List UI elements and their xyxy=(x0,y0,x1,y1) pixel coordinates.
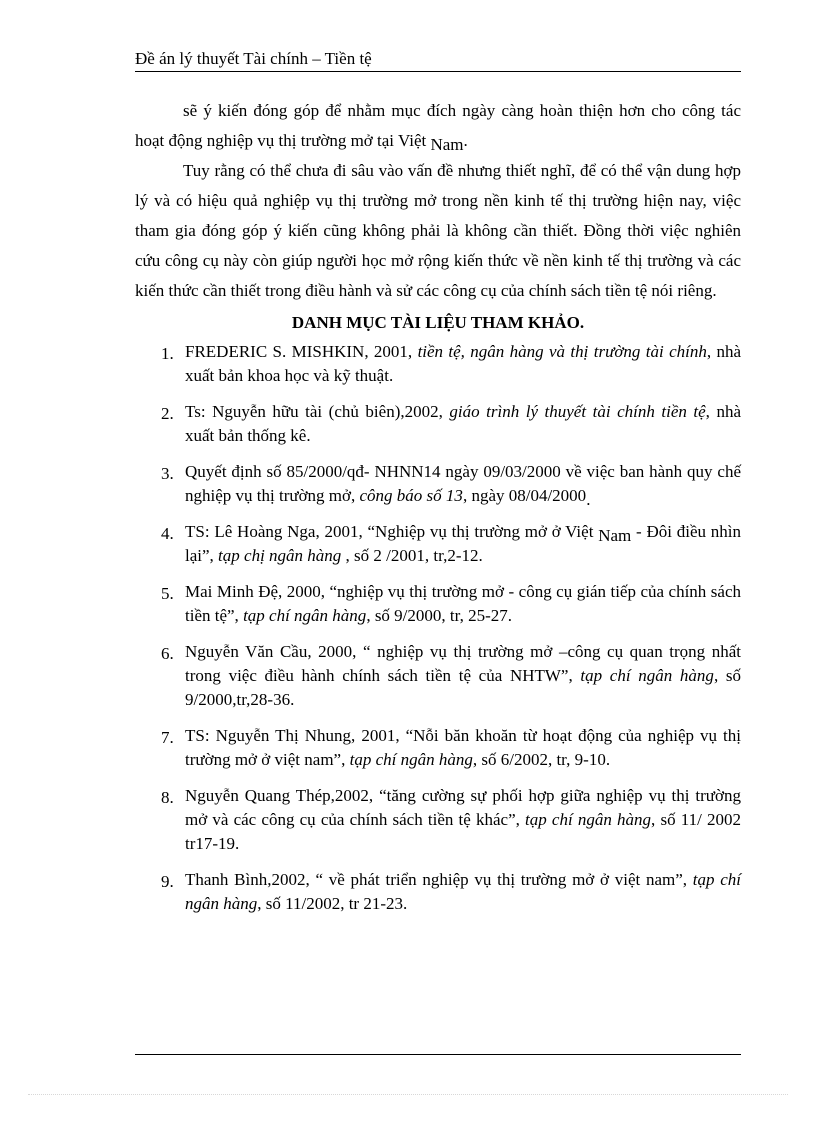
paragraph-1 xyxy=(135,96,741,156)
reference-publisher: , số 11/ 2002 tr17-19. xyxy=(185,810,741,853)
references-heading: DANH MỤC TÀI LIỆU THAM KHẢO. xyxy=(291,313,585,332)
page-header: Đề án lý thuyết Tài chính – Tiền tệ xyxy=(135,49,372,68)
page-bottom-dotted-line xyxy=(28,1094,788,1095)
reference-text: Thanh Bình,2002, “ về phát triển nghiệp vụ thị trường mở ở việt nam”, xyxy=(185,870,693,889)
paragraph-1-end: . xyxy=(463,131,468,150)
reference-publisher: , số 6/2002, tr, 9-10. xyxy=(472,750,611,769)
reference-publisher: , số 11/2002, tr 21-23. xyxy=(257,894,408,913)
reference-number: 9. xyxy=(161,872,174,891)
paragraph-1-nam: Nam xyxy=(430,135,464,154)
reference-title: tạp chị ngân hàng xyxy=(218,546,342,565)
reference-title: tiền tệ, ngân hàng và thị trường tài chính xyxy=(417,342,707,361)
reference-text: TS: Lê Hoàng Nga, 2001, “Nghiệp vụ thị trường mở ở Việt xyxy=(185,522,599,541)
footer-rule xyxy=(135,1054,741,1055)
reference-title: tạp chí ngân hàng xyxy=(349,750,473,769)
paragraph-2: Tuy rằng có thể chưa đi sâu vào vấn đề nhưng thiết nghĩ, để có thể vận dung hợp lý và có hiệu quả nghiệp vụ thị trường mở trong nền kinh tế thị trường hiện nay, việc tham gia đóng góp ý kiến cũng không phải là không cần thiết. Đồng thời việc nghiên cứu công cụ này còn giúp người học mở rộng kiến thức về nền kinh tế thị trường và các kiến thức cần thiết trong điều hành và sử các công cụ của chính sách tiền tệ nói riêng. xyxy=(135,161,741,300)
reference-number: 1. xyxy=(161,344,174,363)
reference-item xyxy=(135,640,741,712)
reference-text: Ts: Nguyễn hữu tài (chủ biên),2002, xyxy=(185,402,450,421)
reference-publisher: , số 9/2000,tr,28-36. xyxy=(185,666,741,709)
reference-item xyxy=(135,580,741,628)
reference-number: 2. xyxy=(161,404,174,423)
reference-number: 8. xyxy=(161,788,174,807)
reference-text: Mai Minh Đệ, 2000, “nghiệp vụ thị trường mở - công cụ gián tiếp của chính sách tiền tệ”, xyxy=(185,582,741,625)
paragraph-1-text: sẽ ý kiến đóng góp để nhằm mục đích ngày càng hoàn thiện hơn cho công tác hoạt động nghiệp vụ thị trường mở tại Việt xyxy=(135,101,741,150)
header-rule xyxy=(135,71,741,72)
reference-number: 5. xyxy=(161,584,174,603)
reference-number: 7. xyxy=(161,728,174,747)
reference-title: tạp chí ngân hàng xyxy=(580,666,714,685)
reference-item xyxy=(135,868,741,916)
reference-title: giáo trình lý thuyết tài chính tiền tệ xyxy=(449,402,706,421)
reference-number: 4. xyxy=(161,524,174,543)
reference-nam: Nam xyxy=(598,526,632,545)
reference-text: Nguyễn Quang Thép,2002, “tăng cường sự phối hợp giữa nghiệp vụ thị trường mở và các công cụ của chính sách tiền tệ khác”, xyxy=(185,786,741,829)
reference-text: Quyết định số 85/2000/qđ- NHNN14 ngày 09/03/2000 về việc ban hành quy chế nghiệp vụ thị trường mở, xyxy=(185,462,741,505)
reference-item xyxy=(135,520,741,568)
reference-publisher: , ngày 08/04/2000 xyxy=(462,486,587,505)
reference-item xyxy=(135,340,741,388)
reference-publisher: , số 2 /2001, tr,2-12. xyxy=(341,546,483,565)
page-body xyxy=(135,96,741,928)
reference-text: FREDERIC S. MISHKIN, 2001, xyxy=(185,342,418,361)
reference-title: tạp chí ngân hàng xyxy=(525,810,652,829)
reference-publisher: , nhà xuất bản khoa học và kỹ thuật. xyxy=(185,342,742,385)
reference-publisher: , số 9/2000, tr, 25-27. xyxy=(366,606,513,625)
reference-item xyxy=(135,784,741,856)
reference-number: 6. xyxy=(161,644,174,663)
reference-item xyxy=(135,460,741,508)
reference-publisher: , nhà xuất bản thống kê. xyxy=(185,402,741,445)
references-list xyxy=(135,340,741,916)
reference-number: 3. xyxy=(161,464,174,483)
reference-text-cont: - Đôi điều nhìn lại”, xyxy=(185,522,742,565)
reference-end: . xyxy=(586,490,591,509)
reference-text: TS: Nguyễn Thị Nhung, 2001, “Nỗi băn khoăn từ hoạt động của nghiệp vụ thị trường mở ở việt nam”, xyxy=(185,726,741,769)
reference-title: công báo số 13 xyxy=(359,486,463,505)
reference-text: Nguyễn Văn Cầu, 2000, “ nghiệp vụ thị trường mở –công cụ quan trọng nhất trong việc điều hành chính sách tiền tệ của NHTW”, xyxy=(185,642,741,685)
reference-item xyxy=(135,724,741,772)
reference-title: tạp chí ngân hàng xyxy=(243,606,367,625)
reference-item xyxy=(135,400,741,448)
reference-title: tạp chí ngân hàng xyxy=(185,870,741,913)
